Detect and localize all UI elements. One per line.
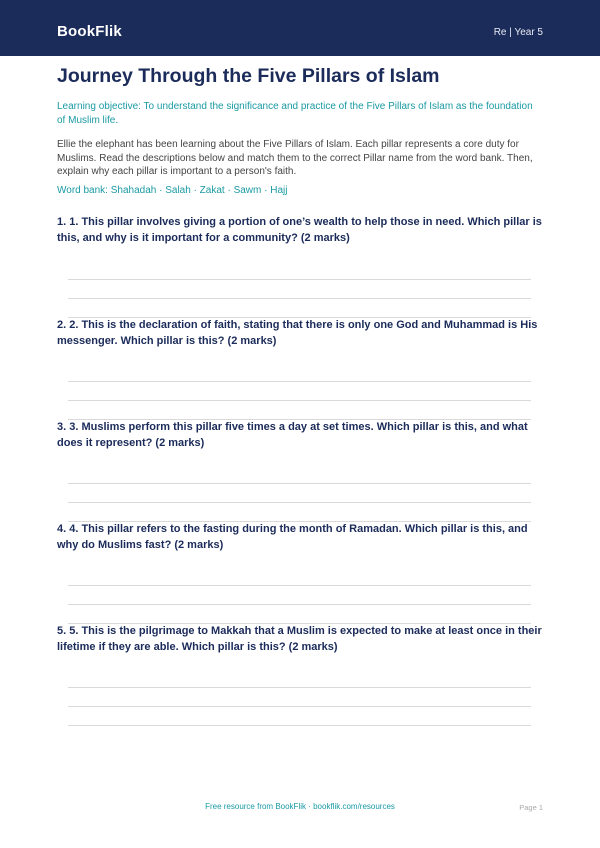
subject-year-label: Re | Year 5 [493,27,543,38]
answer-line[interactable] [68,725,531,726]
answer-line[interactable] [68,381,531,382]
question-4: 4. 4. This pillar refers to the fasting during the month of Ramadan. Which pillar is this, and why do Muslims fast? (2 marks) [57,523,528,551]
brand-logo: BookFlik [57,23,122,40]
question-2: 2. 2. This is the declaration of faith, stating that there is only one God and Muhammad is His messenger. Which pillar is this? (2 marks) [57,319,538,347]
answer-line[interactable] [68,483,531,484]
answer-line[interactable] [68,400,531,401]
answer-line[interactable] [68,604,531,605]
intro-paragraph: Ellie the elephant has been learning about the Five Pillars of Islam. Each pillar represents a core duty for Muslims. Read the descriptions below and match them to the correct Pillar name from the word bank. Then, explain why each pillar is important to a person's faith. [57,139,533,177]
page-header [0,0,600,56]
question-5: 5. 5. This is the pilgrimage to Makkah that a Muslim is expected to make at least once in their lifetime if they are able. Which pillar is this? (2 marks) [57,625,542,653]
page-number: Page 1 [519,803,543,812]
answer-line[interactable] [68,585,531,586]
answer-line[interactable] [68,502,531,503]
page-title: Journey Through the Five Pillars of Islam [57,65,440,87]
question-3: 3. 3. Muslims perform this pillar five times a day at set times. Which pillar is this, and what does it represent? (2 marks) [57,421,528,449]
answer-line[interactable] [68,687,531,688]
answer-line[interactable] [68,298,531,299]
question-1: 1. 1. This pillar involves giving a portion of one’s wealth to help those in need. Which pillar is this, and why is it important for a community? (2 marks) [57,216,542,244]
learning-objective: Learning objective: To understand the significance and practice of the Five Pillars of Islam as the foundation of Muslim life. [57,101,533,126]
word-bank: Word bank: Shahadah · Salah · Zakat · Sawm · Hajj [57,185,288,196]
answer-line[interactable] [68,279,531,280]
footer-source: Free resource from BookFlik · bookflik.com/resources [205,802,395,811]
answer-line[interactable] [68,706,531,707]
